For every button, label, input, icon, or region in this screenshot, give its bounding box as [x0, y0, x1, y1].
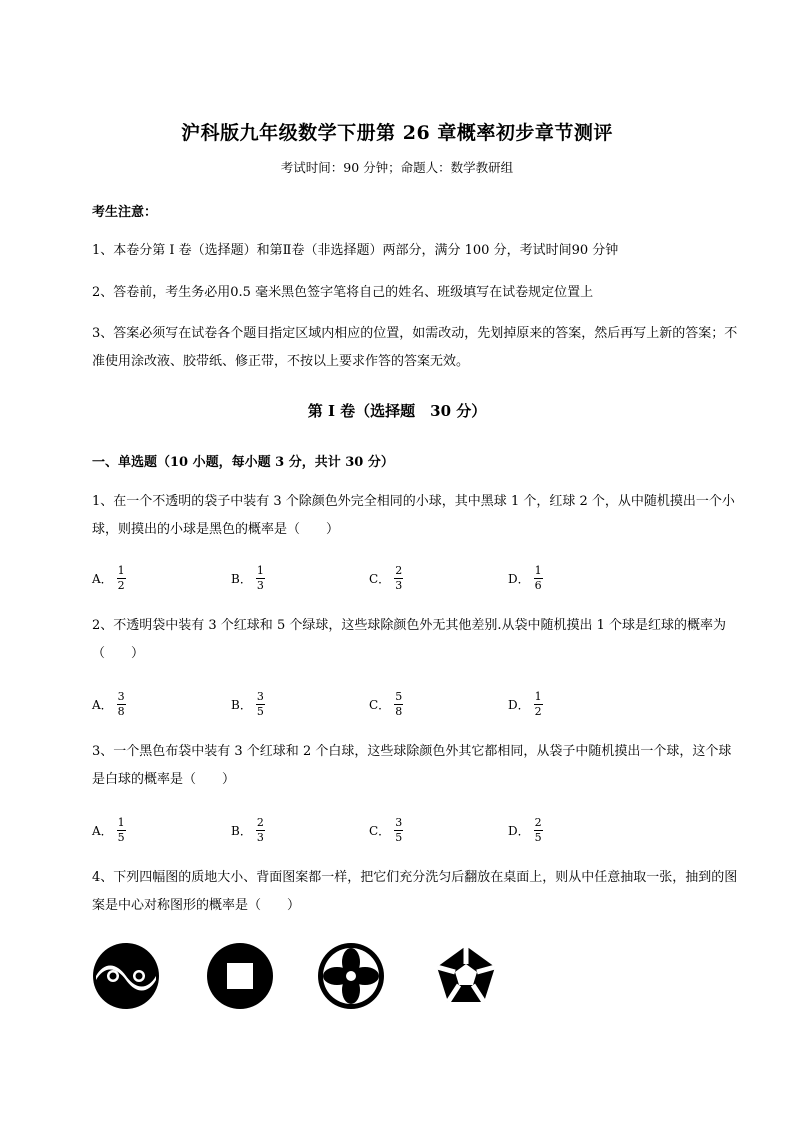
wave-circle-figure: [92, 940, 160, 1012]
fraction: $\frac{2}{3}$: [256, 815, 264, 844]
option-d[interactable]: D． $\frac{1}{2}$: [508, 689, 542, 718]
notice-heading: 考生注意：: [92, 205, 158, 220]
fraction: $\frac{1}{6}$: [534, 563, 542, 592]
option-c[interactable]: C． $\frac{2}{3}$: [369, 563, 403, 592]
question-3-options: [92, 812, 692, 848]
notice-item-3: 3、答案必须写在试卷各个题目指定区域内相应的位置，如需改动，先划掉原来的答案，然后再写上新的答案；不准使用涂改液、胶带纸、修正带，不按以上要求作答的答案无效。: [92, 326, 738, 369]
question-3: 3、一个黑色布袋中装有 3 个红球和 2 个白球，这些球除颜色外其它都相同，从袋子中随机摸出一个球，这个球是白球的概率是（ ）: [92, 744, 732, 787]
notice-item-1: 1、本卷分第 I 卷（选择题）和第Ⅱ卷（非选择题）两部分，满分 100 分，考试时间90 分钟: [92, 243, 619, 258]
fraction: $\frac{1}{2}$: [117, 563, 125, 592]
option-b[interactable]: B． $\frac{2}{3}$: [231, 815, 264, 844]
option-b[interactable]: B． $\frac{1}{3}$: [231, 563, 264, 592]
fraction: $\frac{3}{5}$: [256, 689, 264, 718]
option-c[interactable]: C． $\frac{3}{5}$: [369, 815, 403, 844]
fraction: $\frac{1}{5}$: [117, 815, 125, 844]
pentagon-flower-figure: [432, 940, 500, 1012]
question-1-options: [92, 560, 692, 596]
fraction: $\frac{3}{8}$: [117, 689, 125, 718]
option-a[interactable]: A． $\frac{3}{8}$: [92, 689, 125, 718]
part-title: 一、单选题（10 小题，每小题 3 分，共计 30 分）: [92, 455, 394, 470]
question-2: 2、不透明袋中装有 3 个红球和 5 个绿球，这些球除颜色外无其他差别.从袋中随机摸出 1 个球是红球的概率为（ ）: [92, 618, 727, 661]
fraction: $\frac{1}{2}$: [534, 689, 542, 718]
question-4: 4、下列四幅图的质地大小、背面图案都一样，把它们充分洗匀后翻放在桌面上，则从中任意抽取一张，抽到的图案是中心对称图形的概率是（ ）: [92, 870, 738, 913]
notice-item-2: 2、答卷前，考生务必用0.5 毫米黑色签字笔将自己的姓名、班级填写在试卷规定位置上: [92, 285, 594, 300]
question-1: 1、在一个不透明的袋子中装有 3 个除颜色外完全相同的小球，其中黑球 1 个，红球 2 个，从中随机摸出一个小球，则摸出的小球是黑色的概率是（ ）: [92, 494, 735, 537]
question-4-figures: [92, 940, 512, 1012]
fraction: $\frac{3}{5}$: [395, 815, 403, 844]
four-petal-figure: [317, 940, 385, 1012]
fraction: $\frac{5}{8}$: [395, 689, 403, 718]
option-c[interactable]: C． $\frac{5}{8}$: [369, 689, 403, 718]
option-d[interactable]: D． $\frac{2}{5}$: [508, 815, 542, 844]
option-b[interactable]: B． $\frac{3}{5}$: [231, 689, 264, 718]
fraction: $\frac{1}{3}$: [256, 563, 264, 592]
fraction: $\frac{2}{3}$: [395, 563, 403, 592]
question-2-options: [92, 686, 692, 722]
option-a[interactable]: A． $\frac{1}{5}$: [92, 815, 125, 844]
exam-info: 考试时间：90 分钟；命题人：数学教研组: [280, 160, 514, 175]
option-a[interactable]: A． $\frac{1}{2}$: [92, 563, 125, 592]
option-d[interactable]: D． $\frac{1}{6}$: [508, 563, 542, 592]
coin-square-figure: [206, 940, 274, 1012]
fraction: $\frac{2}{5}$: [534, 815, 542, 844]
section-title: 第 I 卷（选择题 30 分）: [307, 402, 487, 420]
page-title: 沪科版九年级数学下册第 26 章概率初步章节测评: [181, 122, 613, 144]
